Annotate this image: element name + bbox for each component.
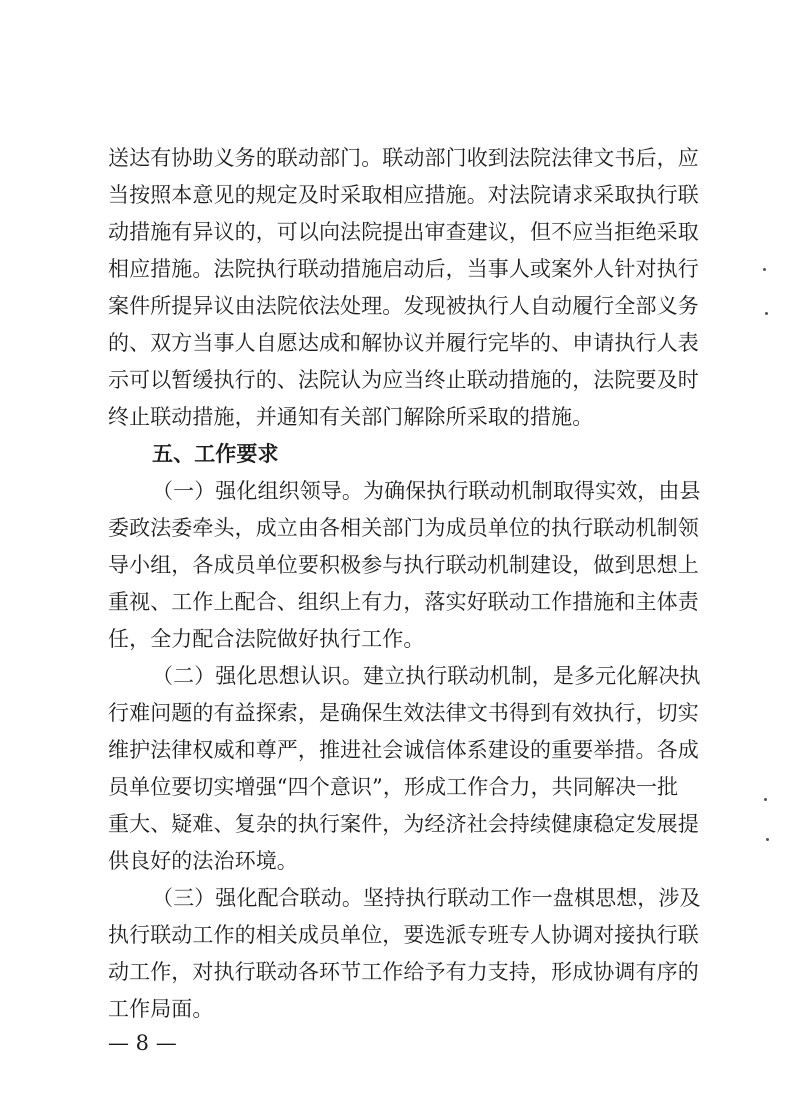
body-text-line: 工作局面。 (108, 997, 214, 1021)
body-text-line: 当按照本意见的规定及时采取相应措施。对法院请求采取执行联 (108, 183, 699, 207)
body-text-line: 送达有协助义务的联动部门。联动部门收到法院法律文书后，应 (108, 146, 699, 170)
page-number: — 8 — (108, 1031, 177, 1055)
body-text-line: 的、双方当事人自愿达成和解协议并履行完毕的、申请执行人表 (108, 331, 699, 355)
paragraph-first-line: （三）强化配合联动。坚持执行联动工作一盘棋思想，涉及 (152, 886, 701, 910)
body-text-line: 执行联动工作的相关成员单位，要选派专班专人协调对接执行联 (108, 923, 699, 947)
body-text-line: 维护法律权威和尊严，推进社会诚信体系建设的重要举措。各成 (108, 738, 699, 762)
body-text-line: 动工作，对执行联动各环节工作给予有力支持，形成协调有序的 (108, 960, 699, 984)
body-text-line: 委政法委牵头，成立由各相关部门为成员单位的执行联动机制领 (108, 516, 699, 540)
body-text-line: 重视、工作上配合、组织上有力，落实好联动工作措施和主体责 (108, 590, 699, 614)
body-text-line: 终止联动措施，并通知有关部门解除所采取的措施。 (108, 405, 594, 429)
body-text-line: 行难问题的有益探索，是确保生效法律文书得到有效执行，切实 (108, 701, 699, 725)
body-text-line: 员单位要切实增强“四个意识”，形成工作合力，共同解决一批 (108, 775, 679, 799)
paragraph-first-line: （一）强化组织领导。为确保执行联动机制取得实效，由县 (152, 479, 701, 503)
scan-speck (764, 798, 767, 801)
body-text-line: 案件所提异议由法院依法处理。发现被执行人自动履行全部义务 (108, 294, 699, 318)
body-text-line: 动措施有异议的，可以向法院提出审查建议，但不应当拒绝采取 (108, 220, 699, 244)
scan-speck (766, 838, 769, 841)
body-text-line: 导小组，各成员单位要积极参与执行联动机制建设，做到思想上 (108, 553, 699, 577)
body-text-line: 供良好的法治环境。 (108, 849, 298, 873)
section-heading: 五、工作要求 (152, 442, 279, 466)
scan-speck (763, 268, 766, 271)
body-text-line: 相应措施。法院执行联动措施启动后，当事人或案外人针对执行 (108, 257, 699, 281)
paragraph-first-line: （二）强化思想认识。建立执行联动机制，是多元化解决执 (152, 664, 701, 688)
body-text-line: 任，全力配合法院做好执行工作。 (108, 627, 425, 651)
scan-speck (765, 312, 768, 315)
body-text-line: 重大、疑难、复杂的执行案件，为经济社会持续健康稳定发展提 (108, 812, 699, 836)
body-text-line: 示可以暂缓执行的、法院认为应当终止联动措施的，法院要及时 (108, 368, 699, 392)
